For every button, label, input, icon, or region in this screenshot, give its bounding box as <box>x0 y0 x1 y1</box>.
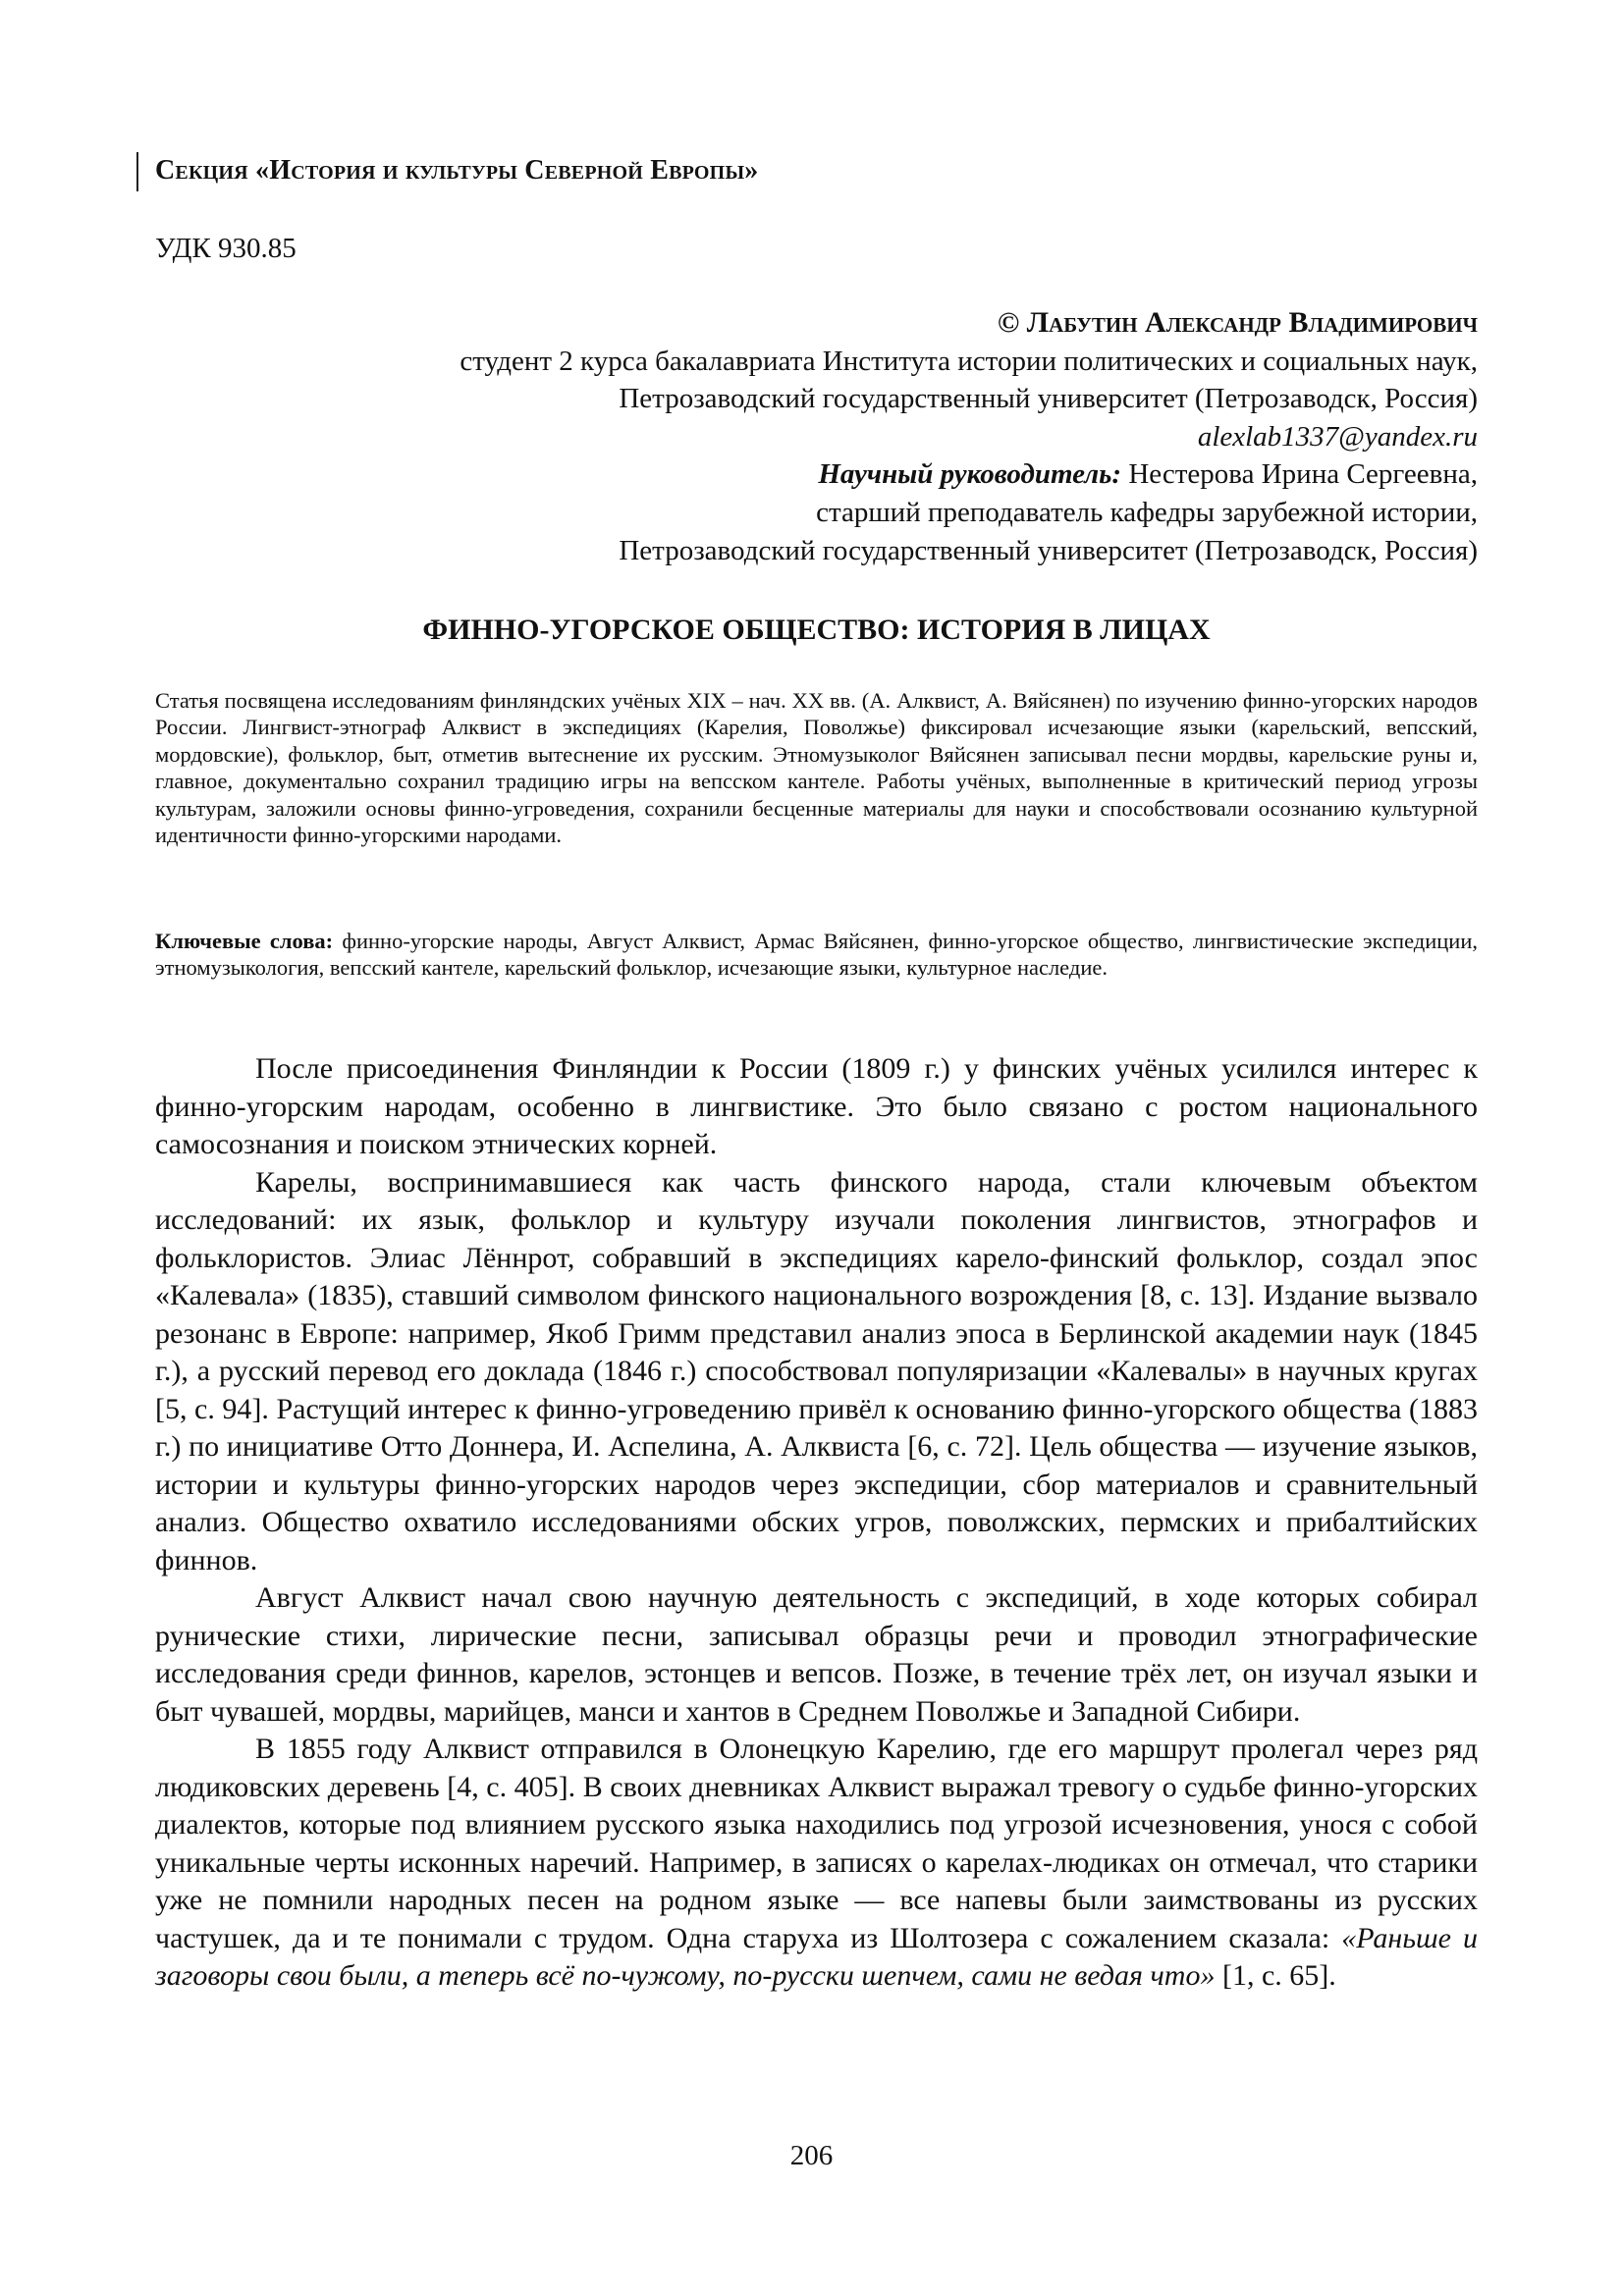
body-paragraph-1: После присоединения Финляндии к России (1809 г.) у финских учёных усилился интерес к финно-угорским народам, особенно в лингвистике. Это было связано с ростом национального самосознания и поиском этнических корней. <box>155 1052 1478 1160</box>
section-title: Секция «История и культуры Северной Европы» <box>155 155 759 186</box>
author-email: alexlab1337@yandex.ru <box>1197 420 1478 453</box>
body-reference: [1, с. 65]. <box>1215 1959 1336 1992</box>
body-paragraph-2: Карелы, воспринимавшиеся как часть финского народа, стали ключевым объектом исследований: их язык, фольклор и культуру изучали поколения лингвистов, этнографов и фольклористов. Элиас Лённрот, собравший в экспедициях карело-финский фольклор, создал эпос «Калевала» (1835), ставший символом финского национального возрождения [8, с. 13]. Издание вызвало резонанс в Европе: например, Якоб Гримм представил анализ эпоса в Берлинской академии наук (1845 г.), а русский перевод его доклада (1846 г.) способствовал популяризации «Калевалы» в научных кругах [5, с. 94]. Растущий интерес к финно-угроведению привёл к основанию финно-угорского общества (1883 г.) по инициативе Отто Доннера, И. Аспелина, А. Алквиста [6, с. 72]. Цель общества — изучение языков, истории и культуры финно-угорских народов через экспедиции, сбор материалов и сравнительный анализ. Общество охватило исследованиями обских угров, поволжских, пермских и прибалтийских финнов. <box>155 1165 1478 1576</box>
author-block <box>196 304 1478 569</box>
body-paragraph-3: Август Алквист начал свою научную деятельность с экспедиций, в ходе которых собирал рунические стихи, лирические песни, записывал образцы речи и проводил этнографические исследования среди финнов, карелов, эстонцев и вепсов. Позже, в течение трёх лет, он изучал языки и быт чувашей, мордвы, марийцев, манси и хантов в Среднем Поволжье и Западной Сибири. <box>155 1581 1478 1728</box>
abstract: Статья посвящена исследованиям финляндских учёных XIX – нач. XX вв. (А. Алквист, А. Вяйсянен) по изучению финно-угорских народов России. Лингвист-этнограф Алквист в экспедициях (Карелия, Поволжье) фиксировал исчезающие языки (карельский, вепсский, мордовские), фольклор, быт, отметив вытеснение их русским. Этномузыколог Вяйсянен записывал песни мордвы, карельские руны и, главное, документально сохранил традицию игры на вепсском кантеле. Работы учёных, выполненные в критический период угрозы культурам, заложили основы финно-угроведения, сохранили бесценные материалы для науки и способствовали осознанию культурной идентичности финно-угорскими народами. <box>155 688 1478 848</box>
advisor-position: старший преподаватель кафедры зарубежной истории, <box>816 496 1478 528</box>
page-number: 206 <box>789 2140 834 2171</box>
article-body <box>155 1050 1478 1996</box>
keywords <box>155 928 1478 982</box>
advisor-line <box>196 455 1478 494</box>
body-paragraph-4-text: В 1855 году Алквист отправился в Олонецкую Карелию, где его маршрут пролегал через ряд людиковских деревень [4, с. 405]. В своих дневниках Алквист выражал тревогу о судьбе финно-угорских диалектов, которые под влиянием русского языка находились под угрозой исчезновения, унося с собой уникальные черты исконных наречий. Например, в записях о карелах-людиках он отмечал, что старики уже не помнили народных песен на родном языке — все напевы были заимствованы из русских частушек, да и те понимали с трудом. Одна старуха из Шолтозера с сожалением сказала: <box>155 1733 1478 1954</box>
author-position: студент 2 курса бакалавриата Института истории политических и социальных наук, <box>460 345 1478 377</box>
body-quote: «Раньше и заговоры свои были, а теперь всё по-чужому, по-русски шепчем, сами не ведая что» <box>155 1921 1478 1992</box>
udk-code: УДК 930.85 <box>155 233 297 264</box>
article-title: ФИННО-УГОРСКОЕ ОБЩЕСТВО: ИСТОРИЯ В ЛИЦАХ <box>422 614 1211 646</box>
advisor-label: Научный руководитель: <box>818 458 1122 491</box>
keywords-label: Ключевые слова: <box>155 929 334 953</box>
advisor-university: Петрозаводский государственный университет (Петрозаводск, Россия) <box>619 534 1478 566</box>
author-university: Петрозаводский государственный университет (Петрозаводск, Россия) <box>619 383 1478 415</box>
advisor-name: Нестерова Ирина Сергеевна, <box>1121 458 1478 491</box>
keywords-list: финно-угорские народы, Август Алквист, Армас Вяйсянен, финно-угорское общество, лингвистические экспедиции, этномузыкология, вепсский кантеле, карельский фольклор, исчезающие языки, культурное наследие. <box>155 929 1478 981</box>
body-paragraph-4 <box>155 1731 1478 1996</box>
section-marker <box>136 152 138 191</box>
author-name: © Лабутин Александр Владимирович <box>997 306 1478 339</box>
